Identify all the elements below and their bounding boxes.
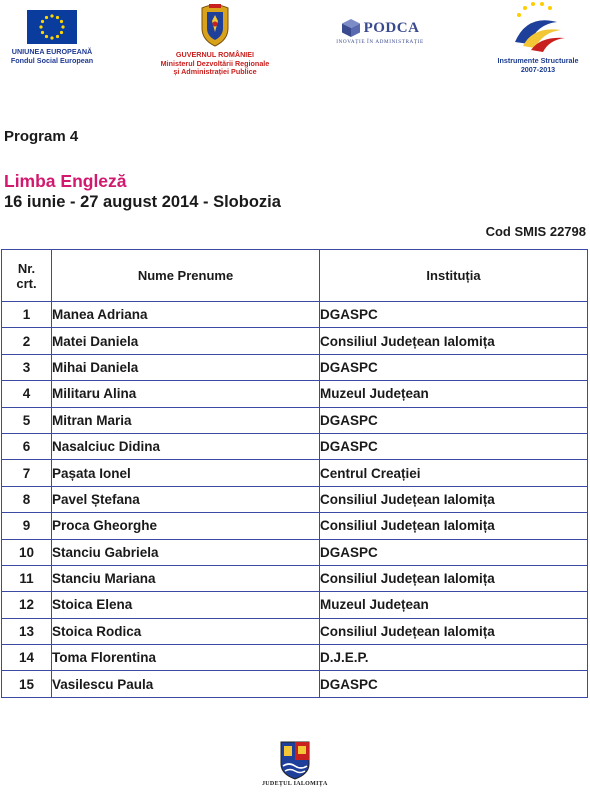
row-number: 14 (2, 645, 52, 671)
is-caption-2: 2007-2013 (520, 64, 556, 74)
program-label: Program 4 (4, 128, 79, 145)
table-row (2, 302, 588, 328)
row-institution: Muzeul Județean (320, 381, 588, 407)
row-institution: DGASPC (320, 407, 588, 433)
row-name: Manea Adriana (52, 302, 320, 328)
podca-name: PODCA (363, 19, 420, 36)
table-row (2, 460, 588, 486)
crest-caption: JUDEȚUL IALOMIȚA (262, 781, 328, 787)
gov-caption-1: GUVERNUL ROMÂNIEI (175, 50, 255, 59)
table-row (2, 513, 588, 539)
gov-caption-2: Ministerul Dezvoltării Regionale (160, 58, 270, 68)
row-name: Stoica Rodica (52, 618, 320, 644)
row-name: Pavel Ștefana (52, 486, 320, 512)
col-inst-header: Instituția (320, 250, 588, 302)
row-number: 13 (2, 618, 52, 644)
eu-caption-2: Fondul Social European (10, 55, 94, 65)
row-name: Nasalciuc Didina (52, 433, 320, 459)
row-name: Militaru Alina (52, 381, 320, 407)
row-number: 4 (2, 381, 52, 407)
row-institution: Consiliul Județean Ialomița (320, 513, 588, 539)
row-number: 8 (2, 486, 52, 512)
row-number: 6 (2, 433, 52, 459)
logo-bar (0, 0, 590, 100)
instrumente-structurale-logo (488, 0, 588, 74)
eu-flag-icon (27, 10, 77, 44)
row-name: Mitran Maria (52, 407, 320, 433)
row-number: 15 (2, 671, 52, 697)
row-name: Stanciu Gabriela (52, 539, 320, 565)
table-row (2, 618, 588, 644)
participants-table (1, 249, 588, 698)
row-name: Mihai Daniela (52, 354, 320, 380)
course-title: Limba Engleză (4, 171, 127, 191)
government-logo (150, 2, 280, 77)
col-nr-line2: crt. (16, 275, 37, 291)
row-institution: Centrul Creației (320, 460, 588, 486)
col-nr-line1: Nr. (17, 260, 36, 276)
row-name: Proca Gheorghe (52, 513, 320, 539)
eu-caption-1: UNIUNEA EUROPEANĂ (11, 47, 93, 56)
podca-mark (325, 18, 435, 38)
row-number: 10 (2, 539, 52, 565)
table-row (2, 486, 588, 512)
row-institution: DGASPC (320, 539, 588, 565)
table-body (2, 302, 588, 698)
row-name: Matei Daniela (52, 328, 320, 354)
row-institution: D.J.E.P. (320, 645, 588, 671)
is-caption-1: Instrumente Structurale (497, 56, 579, 65)
table-row (2, 407, 588, 433)
table-row (2, 381, 588, 407)
row-institution: DGASPC (320, 354, 588, 380)
row-name: Pașata Ionel (52, 460, 320, 486)
podca-logo (325, 18, 435, 45)
row-institution: DGASPC (320, 302, 588, 328)
row-number: 3 (2, 354, 52, 380)
podca-tagline: INOVAȚIE ÎN ADMINISTRAȚIE (336, 39, 424, 45)
row-institution: DGASPC (320, 433, 588, 459)
row-institution: DGASPC (320, 671, 588, 697)
table-row (2, 592, 588, 618)
row-number: 1 (2, 302, 52, 328)
row-institution: Muzeul Județean (320, 592, 588, 618)
row-institution: Consiliul Județean Ialomița (320, 565, 588, 591)
table-row (2, 645, 588, 671)
col-nr-header (2, 250, 52, 302)
course-dates: 16 iunie - 27 august 2014 - Slobozia (4, 193, 281, 211)
table-row (2, 671, 588, 697)
row-institution: Consiliul Județean Ialomița (320, 486, 588, 512)
col-name-header: Nume Prenume (52, 250, 320, 302)
eu-logo (4, 10, 100, 65)
row-institution: Consiliul Județean Ialomița (320, 328, 588, 354)
table-row (2, 539, 588, 565)
row-institution: Consiliul Județean Ialomița (320, 618, 588, 644)
row-number: 2 (2, 328, 52, 354)
table-header-row (2, 250, 588, 302)
instrumente-structurale-emblem-icon (507, 0, 569, 56)
table-row (2, 433, 588, 459)
cod-smis: Cod SMIS 22798 (485, 224, 586, 239)
row-number: 9 (2, 513, 52, 539)
row-name: Toma Florentina (52, 645, 320, 671)
ialomita-crest (262, 740, 328, 787)
row-name: Vasilescu Paula (52, 671, 320, 697)
row-number: 5 (2, 407, 52, 433)
table-row (2, 565, 588, 591)
row-number: 12 (2, 592, 52, 618)
row-name: Stoica Elena (52, 592, 320, 618)
row-number: 7 (2, 460, 52, 486)
row-number: 11 (2, 565, 52, 591)
table-row (2, 328, 588, 354)
ialomita-coat-of-arms-icon (279, 740, 311, 780)
gov-caption-3: și Administrației Publice (173, 67, 257, 77)
row-name: Stanciu Mariana (52, 565, 320, 591)
podca-cube-icon (341, 18, 361, 38)
table-row (2, 354, 588, 380)
romania-coat-of-arms-icon (198, 2, 232, 48)
